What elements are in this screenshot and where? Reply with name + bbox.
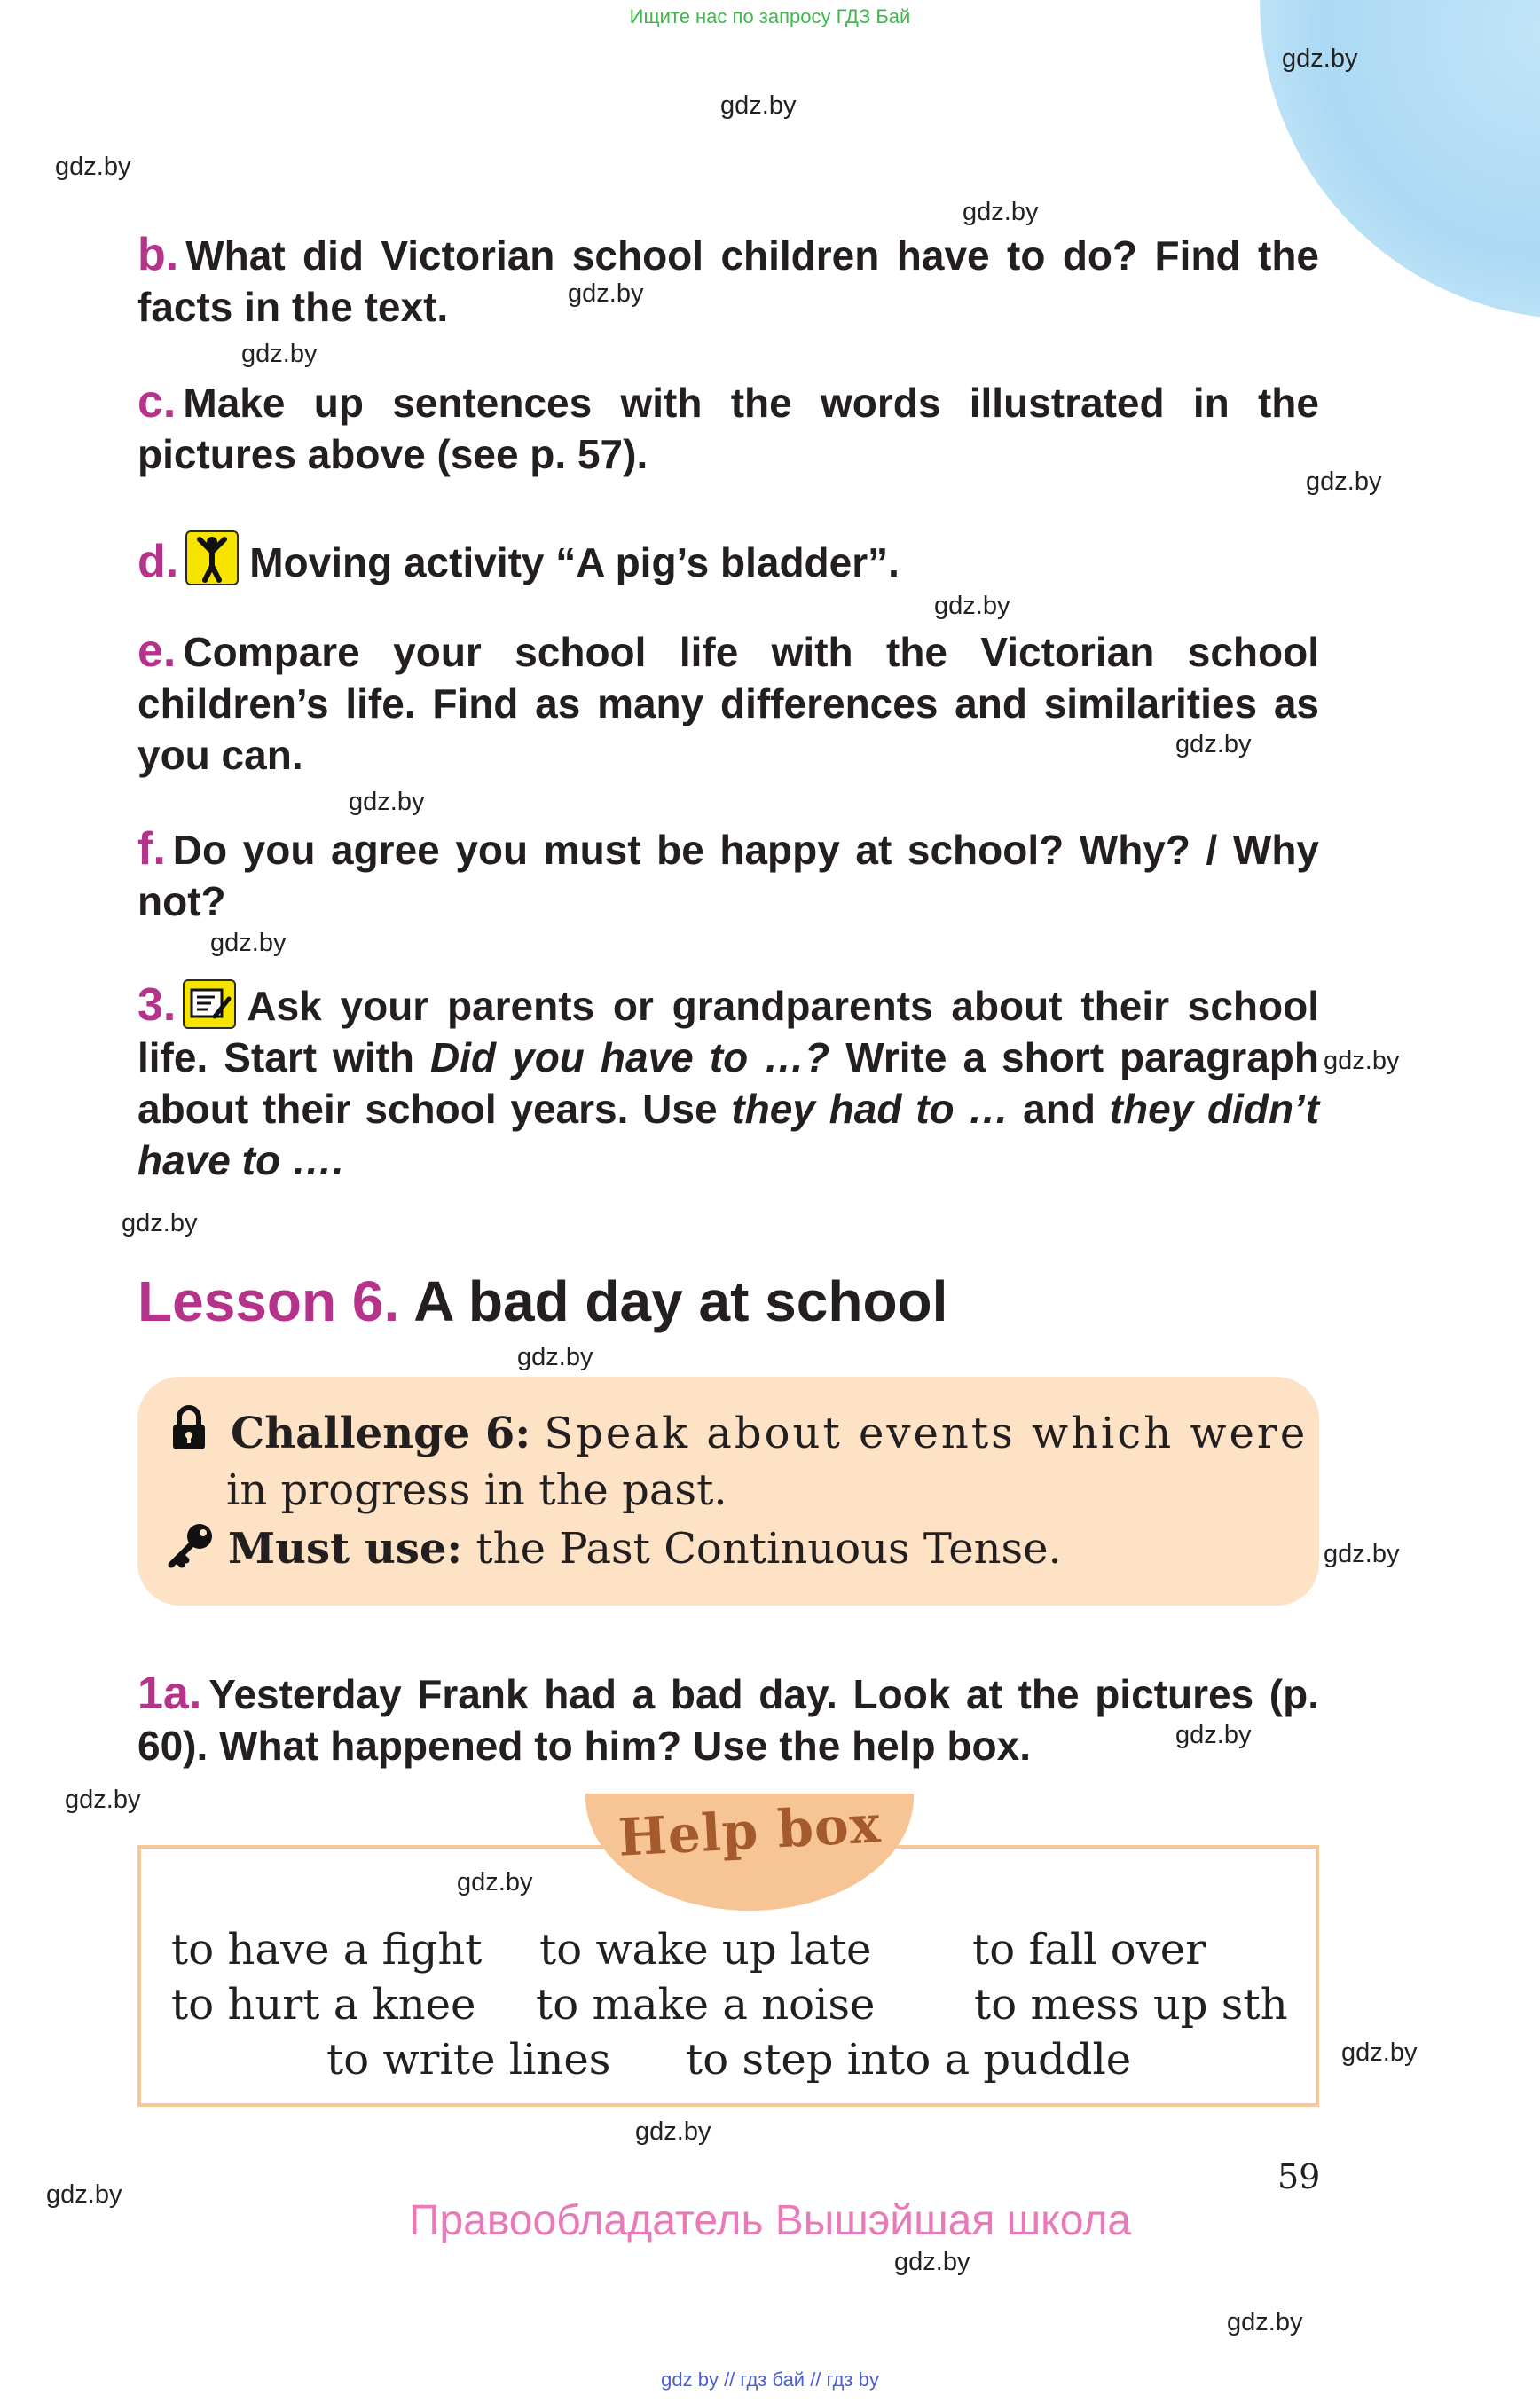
watermark: gdz.by bbox=[635, 2117, 711, 2146]
help-item: to write lines bbox=[326, 2035, 611, 2085]
task-1a bbox=[138, 1668, 1319, 1771]
challenge-text-2: in progress in the past. bbox=[226, 1465, 727, 1515]
help-item: to wake up late bbox=[539, 1925, 872, 1975]
challenge-label: Challenge 6: bbox=[231, 1409, 531, 1458]
watermark: gdz.by bbox=[894, 2248, 970, 2276]
watermark: gdz.by bbox=[1324, 1540, 1400, 1568]
must-use-text: the Past Continuous Tense. bbox=[475, 1524, 1062, 1574]
task-letter: f. bbox=[138, 823, 166, 875]
key-icon bbox=[164, 1520, 216, 1576]
task-letter: e. bbox=[138, 625, 177, 677]
watermark: gdz.by bbox=[1324, 1047, 1400, 1075]
watermark: gdz.by bbox=[65, 1786, 141, 1814]
task-letter: d. bbox=[138, 536, 179, 587]
watermark: gdz.by bbox=[457, 1868, 533, 1896]
task-text-italic: they had to … bbox=[731, 1086, 1010, 1132]
task-c bbox=[138, 376, 1319, 480]
task-text: Ask your parents or grandparents about their school life. Start with bbox=[138, 983, 1319, 1080]
watermark: gdz.by bbox=[1175, 1721, 1252, 1749]
must-use-line bbox=[228, 1524, 1062, 1574]
challenge-box bbox=[138, 1377, 1319, 1606]
task-letter: 1a. bbox=[138, 1668, 202, 1719]
watermark: gdz.by bbox=[1227, 2308, 1303, 2336]
challenge-line-1 bbox=[231, 1409, 1308, 1458]
lesson-number: Lesson 6. bbox=[138, 1269, 400, 1333]
watermark: gdz.by bbox=[962, 198, 1039, 226]
moving-person-icon bbox=[185, 530, 239, 585]
copyright-holder: Правообладатель Вышэйшая школа bbox=[408, 2197, 1132, 2244]
task-text: and bbox=[1009, 1086, 1110, 1132]
watermark: gdz.by bbox=[349, 788, 425, 816]
task-letter: 3. bbox=[138, 979, 177, 1031]
watermark: gdz.by bbox=[720, 91, 797, 120]
help-item: to step into a puddle bbox=[686, 2035, 1132, 2085]
lock-icon bbox=[171, 1405, 207, 1456]
help-item: to hurt a knee bbox=[171, 1980, 476, 2030]
watermark: gdz.by bbox=[55, 153, 131, 181]
watermark: gdz.by bbox=[568, 279, 644, 308]
help-box-title: Help box bbox=[617, 1794, 883, 1868]
bottom-links[interactable]: gdz by // гдз бай // гдз by bbox=[661, 2368, 879, 2391]
watermark: gdz.by bbox=[210, 929, 287, 957]
task-d bbox=[138, 530, 1319, 588]
task-text-italic: Did you have to …? bbox=[430, 1034, 830, 1080]
help-item: to fall over bbox=[972, 1925, 1206, 1975]
lesson-heading bbox=[138, 1268, 947, 1334]
task-3 bbox=[138, 979, 1319, 1186]
lesson-title: A bad day at school bbox=[413, 1269, 948, 1333]
top-search-link[interactable]: Ищите нас по запросу ГДЗ Бай bbox=[629, 5, 911, 27]
watermark: gdz.by bbox=[1306, 467, 1382, 496]
must-use-label: Must use: bbox=[228, 1524, 463, 1574]
watermark: gdz.by bbox=[517, 1343, 593, 1371]
watermark: gdz.by bbox=[1175, 730, 1252, 758]
watermark: gdz.by bbox=[46, 2180, 122, 2209]
task-b bbox=[138, 229, 1319, 333]
watermark: gdz.by bbox=[934, 592, 1010, 620]
task-text: Make up sentences with the words illustrated in the pictures above (see p. 57). bbox=[138, 380, 1319, 477]
task-text: Moving activity “A pig’s bladder”. bbox=[249, 539, 900, 585]
task-text: Yesterday Frank had a bad day. Look at the pictures (p. 60). What happened to him? Use the help box. bbox=[138, 1671, 1319, 1769]
task-text-italic: they didn’t have to …. bbox=[138, 1086, 1320, 1183]
task-e bbox=[138, 625, 1319, 781]
task-letter: c. bbox=[138, 376, 177, 428]
task-text: Do you agree you must be happy at school? Why? / Why not? bbox=[138, 827, 1319, 924]
page-number: 59 bbox=[1277, 2157, 1321, 2196]
challenge-text-1: Speak about events which were bbox=[544, 1409, 1308, 1458]
task-text: Compare your school life with the Victorian school children’s life. Find as many differences and similarities as you can. bbox=[138, 629, 1319, 778]
help-item: to have a fight bbox=[171, 1925, 483, 1975]
task-text: What did Victorian school children have to do? Find the facts in the text. bbox=[138, 232, 1319, 330]
watermark: gdz.by bbox=[1341, 2038, 1418, 2067]
help-item: to make a noise bbox=[536, 1980, 876, 2030]
watermark: gdz.by bbox=[1282, 44, 1358, 73]
watermark: gdz.by bbox=[241, 340, 318, 368]
task-letter: b. bbox=[138, 229, 179, 280]
watermark: gdz.by bbox=[122, 1209, 198, 1237]
writing-notebook-icon bbox=[183, 979, 236, 1029]
task-text: Write a short paragraph about their school years. Use bbox=[138, 1034, 1319, 1132]
task-f bbox=[138, 823, 1319, 927]
help-item: to mess up sth bbox=[974, 1980, 1288, 2030]
